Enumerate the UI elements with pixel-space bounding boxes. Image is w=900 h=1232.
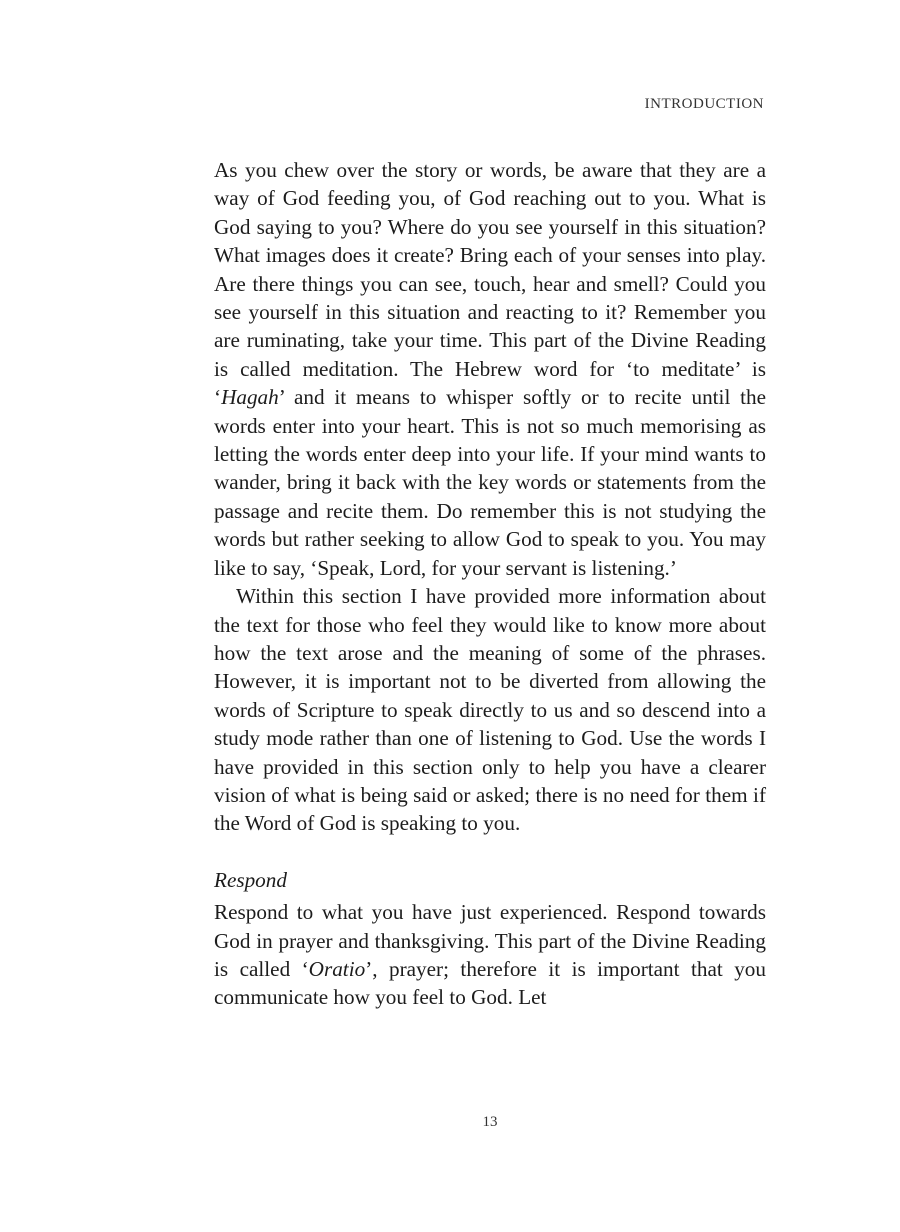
paragraph-text: ’, prayer; therefore it is important that you communicate how you feel to God. Let	[214, 956, 766, 1010]
italic-term-hagah: Hagah	[221, 385, 279, 410]
paragraph-section-info: Within this section I have provided more information about the text for those who feel they would like to know more about how the text arose and the meaning of some of the phrases. However, it is important not to be diverted from allowing the words of Scripture to speak directly to us and so descend into a study mode rather than one of listening to God. Use the words I have provided in this section only to help you have a clearer vision of what is being said or asked; there is no need for them if the Word of God is speaking to you.	[214, 584, 766, 836]
paragraph-respond	[214, 898, 766, 1012]
page-number: 13	[482, 1114, 498, 1130]
subheading-respond: Respond	[214, 867, 287, 892]
paragraph-text: ’ and it means to whisper softly or to recite until the words enter into your heart. This is not so much memorising as letting the words enter deep into your life. If your mind wants to wander, bring it back with the key words or statements from the passage and recite them. Do remember this is not studying the words but rather seeking to allow God to speak to you. You may like to say, ‘Speak, Lord, for your servant is listening.’	[214, 385, 766, 580]
paragraph-text: Respond to what you have just experienced. Respond towards God in prayer and thanksgiving. This part of the Divine Reading is called ‘	[214, 900, 766, 981]
page-body	[214, 156, 766, 1012]
italic-term-oratio: Oratio	[308, 956, 366, 981]
running-head: INTRODUCTION	[644, 96, 764, 112]
paragraph-meditation	[214, 156, 766, 582]
paragraph-text: As you chew over the story or words, be aware that they are a way of God feeding you, of God reaching out to you. What is God saying to you? Where do you see yourself in this situation? What images does it create? Bring each of your senses into play. Are there things you can see, touch, hear and smell? Could you see yourself in this situation and reacting to it? Remember you are ruminating, take your time. This part of the Divine Reading is called meditation. The Hebrew word for ‘to meditate’ is ‘	[214, 158, 766, 410]
